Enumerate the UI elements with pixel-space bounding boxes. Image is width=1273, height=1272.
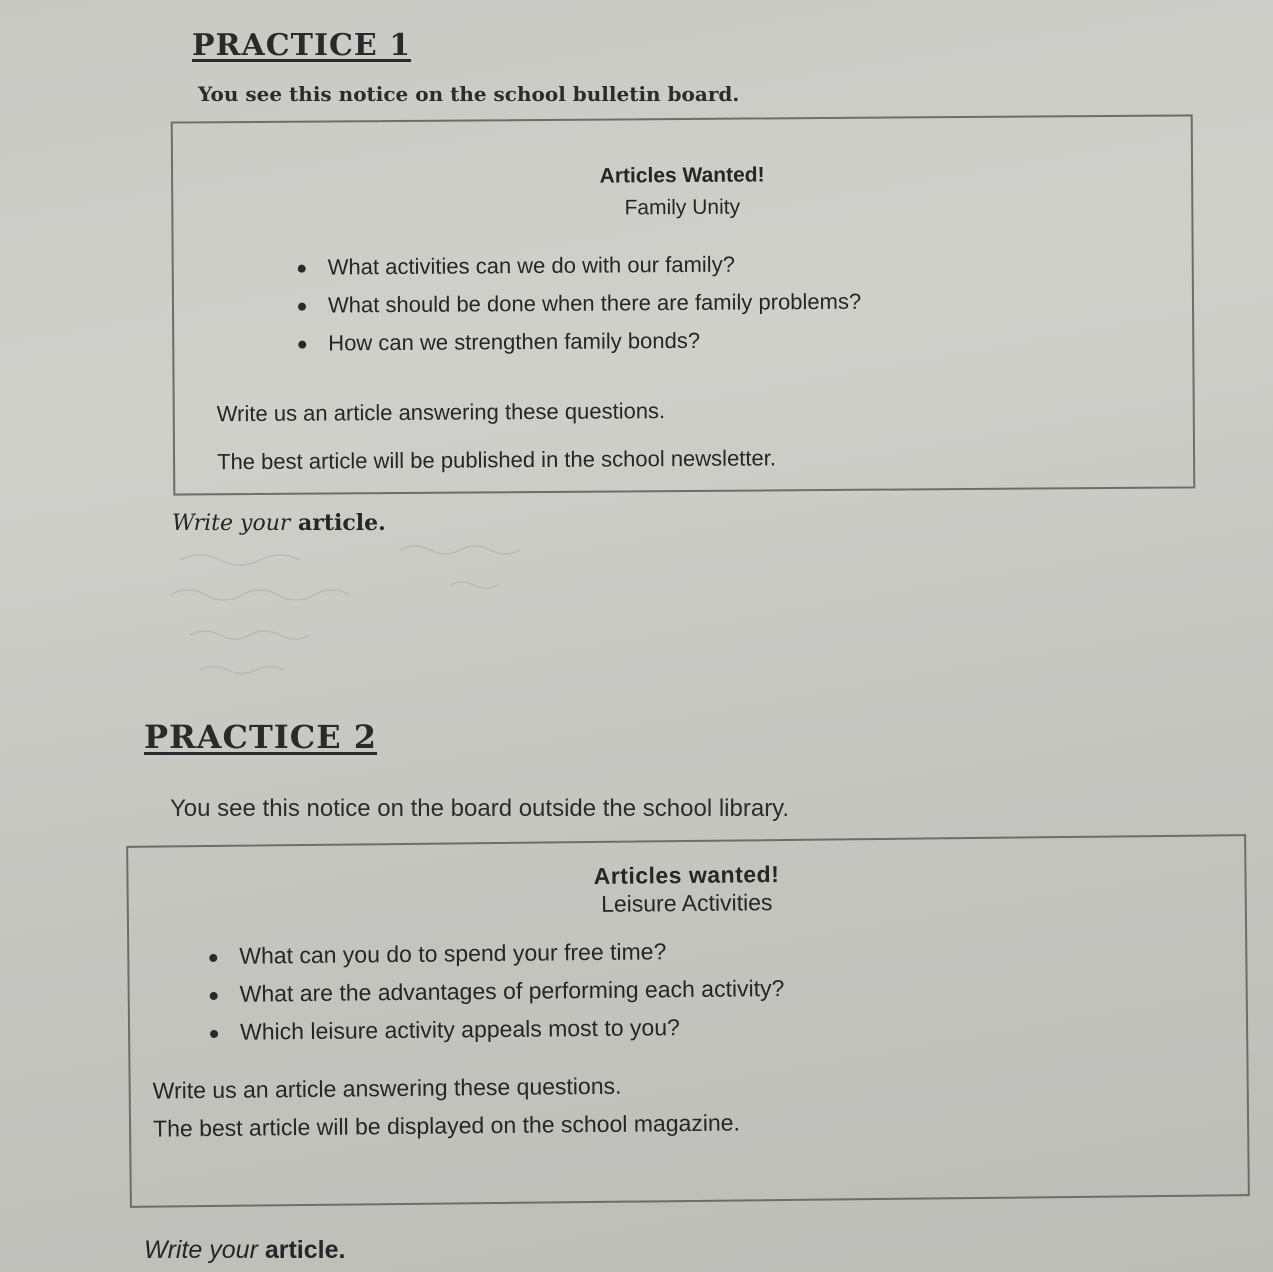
faint-erased-writing: [150, 540, 630, 700]
question-list: [203, 937, 785, 1057]
question-item: Which leisure activity appeals most to you?: [204, 1013, 785, 1057]
question-item: How can we strengthen family bonds?: [292, 327, 861, 369]
question-item: What can you do to spend your free time?: [203, 937, 784, 981]
write-prompt-rest: article.: [290, 510, 386, 536]
notice-title: Articles wanted!: [593, 861, 780, 889]
question-item: What are the advantages of performing each activity?: [204, 975, 785, 1019]
question-item: What should be done when there are family problems?: [292, 289, 861, 331]
notice-title: Articles Wanted!: [599, 163, 765, 188]
practice-1-intro: You see this notice on the school bulletin board.: [198, 82, 740, 106]
write-prompt-italic: Write your: [172, 511, 291, 536]
notice-reward: The best article will be displayed on the school magazine.: [152, 1109, 741, 1142]
write-prompt-rest: article.: [257, 1236, 346, 1264]
notice-instruction: Write us an article answering these questions.: [216, 398, 666, 427]
practice-1-write-prompt: [172, 510, 386, 536]
notice-subtitle: Family Unity: [624, 195, 741, 220]
notice-subtitle: Leisure Activities: [600, 889, 773, 917]
question-item: What activities can we do with our family?: [292, 251, 861, 293]
notice-leisure-activities: [126, 834, 1250, 1208]
practice-2-intro: You see this notice on the board outside the school library.: [170, 795, 790, 822]
practice-2-heading: PRACTICE 2: [144, 718, 377, 756]
question-list: [292, 251, 862, 369]
practice-1-heading: PRACTICE 1: [192, 28, 412, 63]
write-prompt-italic: Write your: [144, 1236, 258, 1264]
notice-instruction: Write us an article answering these questions.: [152, 1072, 622, 1104]
notice-family-unity: [171, 114, 1196, 495]
practice-2-write-prompt: [144, 1236, 345, 1265]
notice-reward: The best article will be published in the school newsletter.: [216, 445, 777, 475]
